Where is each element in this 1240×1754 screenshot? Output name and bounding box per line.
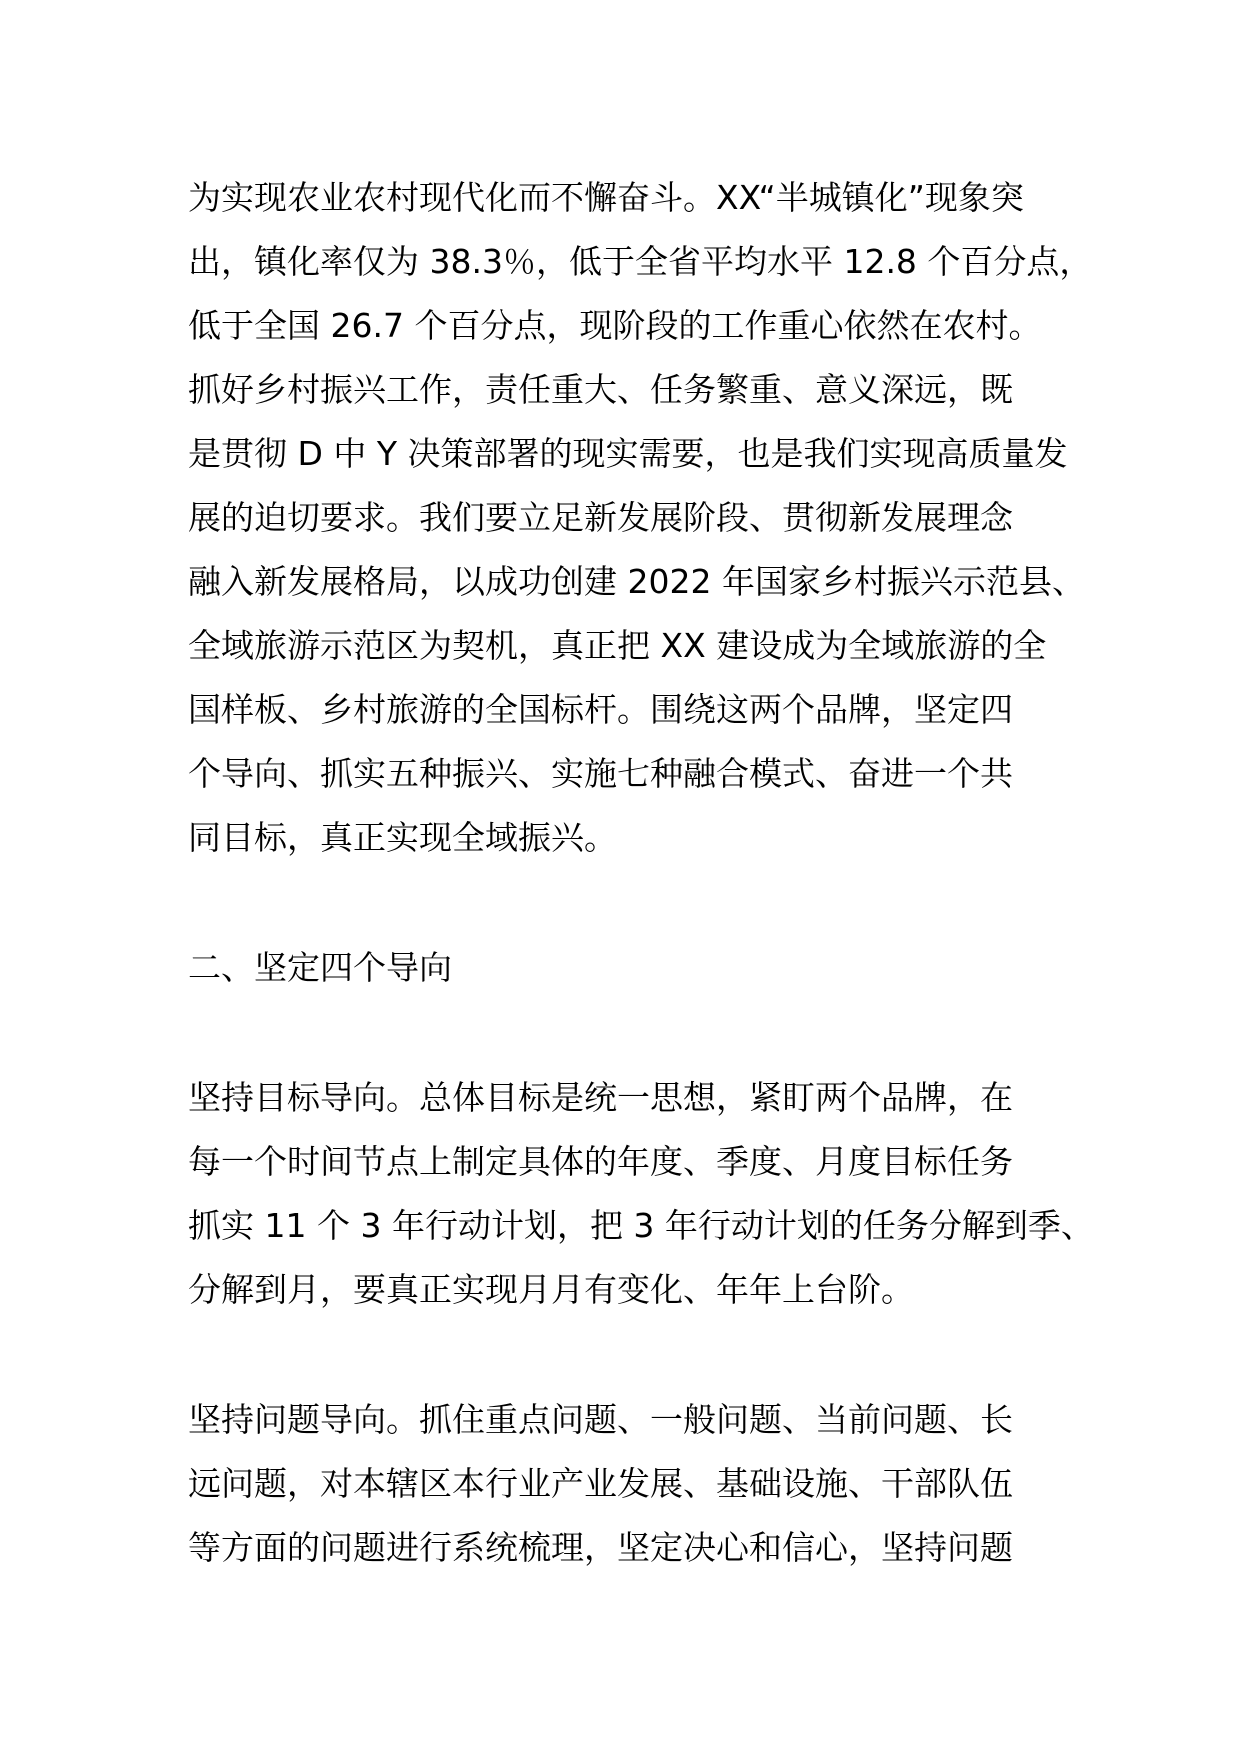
text-line: 为实现农业农村现代化而不懈奋斗。XX“半城镇化”现象突 bbox=[188, 178, 1024, 217]
text-line: 同目标，真正实现全域振兴。 bbox=[188, 818, 617, 857]
text-line: 融入新发展格局，以成功创建 2022 年国家乡村振兴示范县、 bbox=[188, 562, 1085, 601]
text-line: 坚持问题导向。抓住重点问题、一般问题、当前问题、长 bbox=[188, 1400, 1013, 1439]
paragraph-problem-orientation bbox=[188, 1388, 1093, 1580]
document-body bbox=[188, 166, 1093, 1580]
heading-line: 二、坚定四个导向 bbox=[188, 948, 452, 987]
text-line: 每一个时间节点上制定具体的年度、季度、月度目标任务 bbox=[188, 1142, 1013, 1181]
text-line: 远问题，对本辖区本行业产业发展、基础设施、干部队伍 bbox=[188, 1464, 1013, 1503]
text-line: 全域旅游示范区为契机，真正把 XX 建设成为全域旅游的全 bbox=[188, 626, 1047, 665]
text-line: 抓好乡村振兴工作，责任重大、任务繁重、意义深远，既 bbox=[188, 370, 1013, 409]
text-line: 低于全国 26.7 个百分点，现阶段的工作重心依然在农村。 bbox=[188, 306, 1042, 345]
text-line: 坚持目标导向。总体目标是统一思想，紧盯两个品牌，在 bbox=[188, 1078, 1013, 1117]
text-line: 抓实 11 个 3 年行动计划，把 3 年行动计划的任务分解到季、 bbox=[188, 1206, 1094, 1245]
text-line: 国样板、乡村旅游的全国标杆。围绕这两个品牌，坚定四 bbox=[188, 690, 1013, 729]
section-heading bbox=[188, 936, 1093, 1000]
paragraph-spacer bbox=[188, 1000, 1093, 1066]
paragraph-spacer bbox=[188, 870, 1093, 936]
text-line: 等方面的问题进行系统梳理，坚定决心和信心，坚持问题 bbox=[188, 1528, 1013, 1567]
paragraph-spacer bbox=[188, 1322, 1093, 1388]
text-line: 展的迫切要求。我们要立足新发展阶段、贯彻新发展理念 bbox=[188, 498, 1013, 537]
paragraph-intro bbox=[188, 166, 1093, 870]
text-line: 出，镇化率仅为 38.3％，低于全省平均水平 12.8 个百分点， bbox=[188, 242, 1093, 281]
paragraph-goal-orientation bbox=[188, 1066, 1093, 1322]
text-line: 分解到月，要真正实现月月有变化、年年上台阶。 bbox=[188, 1270, 914, 1309]
text-line: 个导向、抓实五种振兴、实施七种融合模式、奋进一个共 bbox=[188, 754, 1013, 793]
text-line: 是贯彻 D 中 Y 决策部署的现实需要，也是我们实现高质量发 bbox=[188, 434, 1068, 473]
